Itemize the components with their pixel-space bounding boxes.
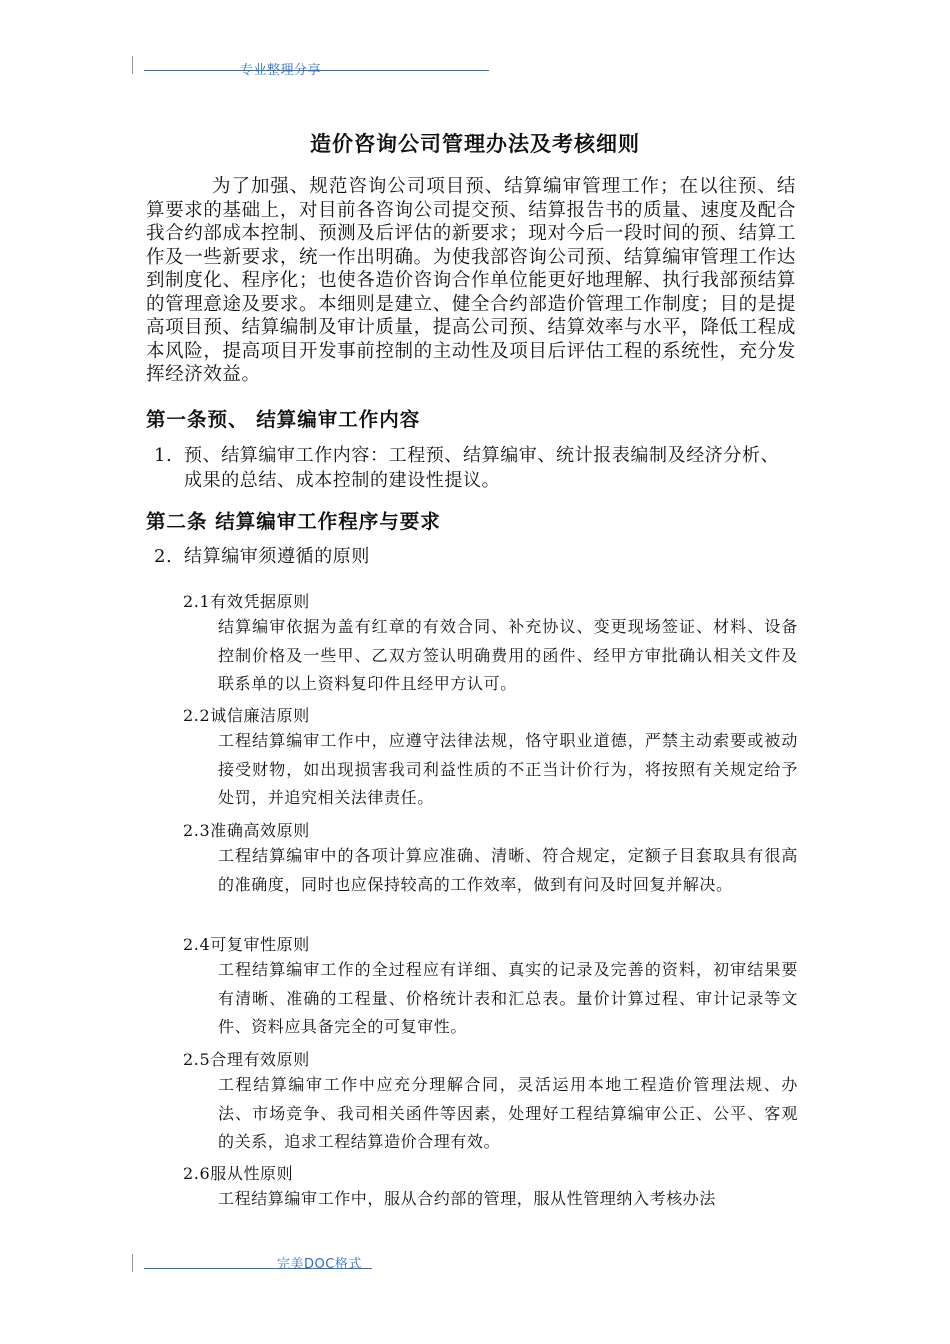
article-2-item-number: 2. — [154, 546, 173, 567]
article-1-heading: 第一条预、 结算编审工作内容 — [146, 408, 421, 431]
intro-paragraph: 为了加强、规范咨询公司项目预、结算编审管理工作；在以往预、结算要求的基础上，对目前各咨询公司提交预、结算报告书的质量、速度及配合我合约部成本控制、预测及后评估的新要求；现对今后一段时间的预、结算工作及一些新要求，统一作出明确。为使我部咨询公司预、结算编审管理工作达到制度化、程序化；也使各造价咨询合作单位能更好地理解、执行我部预结算的管理意途及要求。本细则是建立、健全合约部造价管理工作制度；目的是提高项目预、结算编制及审计质量，提高公司预、结算效率与水平，降低工程成本风险，提高项目开发事前控制的主动性及项目后评估工程的系统性，充分发挥经济效益。 — [146, 176, 796, 385]
article-2-item — [154, 544, 794, 569]
article-1-item — [154, 443, 794, 493]
article-2-heading: 第二条 结算编审工作程序与要求 — [146, 510, 441, 533]
footer-text: 完美DOC格式 — [277, 1257, 362, 1272]
principle-heading: 2.4可复审性原则 — [183, 935, 310, 954]
principle-body: 工程结算编审工作中，服从合约部的管理，服从性管理纳入考核办法 — [218, 1189, 717, 1208]
principle-body: 工程结算编审工作中应充分理解合同，灵活运用本地工程造价管理法规、办法、市场竞争、我司相关函件等因素，处理好工程结算编审公正、公平、客观的关系，追求工程结算造价合理有效。 — [218, 1075, 798, 1151]
article-1-item-text: 预、结算编审工作内容：工程预、结算编审、统计报表编制及经济分析、成果的总结、成本控制的建设性提议。 — [184, 445, 780, 491]
principle-body: 工程结算编审中的各项计算应准确、清晰、符合规定，定额子目套取具有很高的准确度，同时也应保持较高的工作效率，做到有问及时回复并解决。 — [218, 846, 798, 894]
principle-heading: 2.3准确高效原则 — [183, 821, 310, 840]
principle-body: 工程结算编审工作的全过程应有详细、真实的记录及完善的资料，初审结果要有清晰、准确的工程量、价格统计表和汇总表。量价计算过程、审计记录等文件、资料应具备完全的可复审性。 — [218, 960, 798, 1036]
principle-body: 结算编审依据为盖有红章的有效合同、补充协议、变更现场签证、材料、设备控制价格及一些甲、乙双方签认明确费用的函件、经甲方审批确认相关文件及联系单的以上资料复印件且经甲方认可。 — [218, 617, 798, 693]
principle-heading: 2.2诚信廉洁原则 — [183, 706, 310, 725]
principle-heading: 2.5合理有效原则 — [183, 1050, 310, 1069]
article-1-item-number: 1. — [154, 445, 173, 466]
header-margin-tick — [132, 56, 133, 74]
principle-body: 工程结算编审工作中，应遵守法律法规，恪守职业道德，严禁主动索要或被动接受财物，如出现损害我司利益性质的不正当计价行为，将按照有关规定给予处罚，并追究相关法律责任。 — [218, 731, 798, 807]
article-2-item-text: 结算编审须遵循的原则 — [184, 546, 370, 567]
principle-heading: 2.1有效凭据原则 — [183, 592, 310, 611]
document-title: 造价咨询公司管理办法及考核细则 — [310, 131, 640, 156]
principle-heading: 2.6服从性原则 — [183, 1164, 294, 1183]
footer-margin-tick — [132, 1254, 133, 1272]
header-text: 专业整理分享 — [240, 63, 322, 78]
